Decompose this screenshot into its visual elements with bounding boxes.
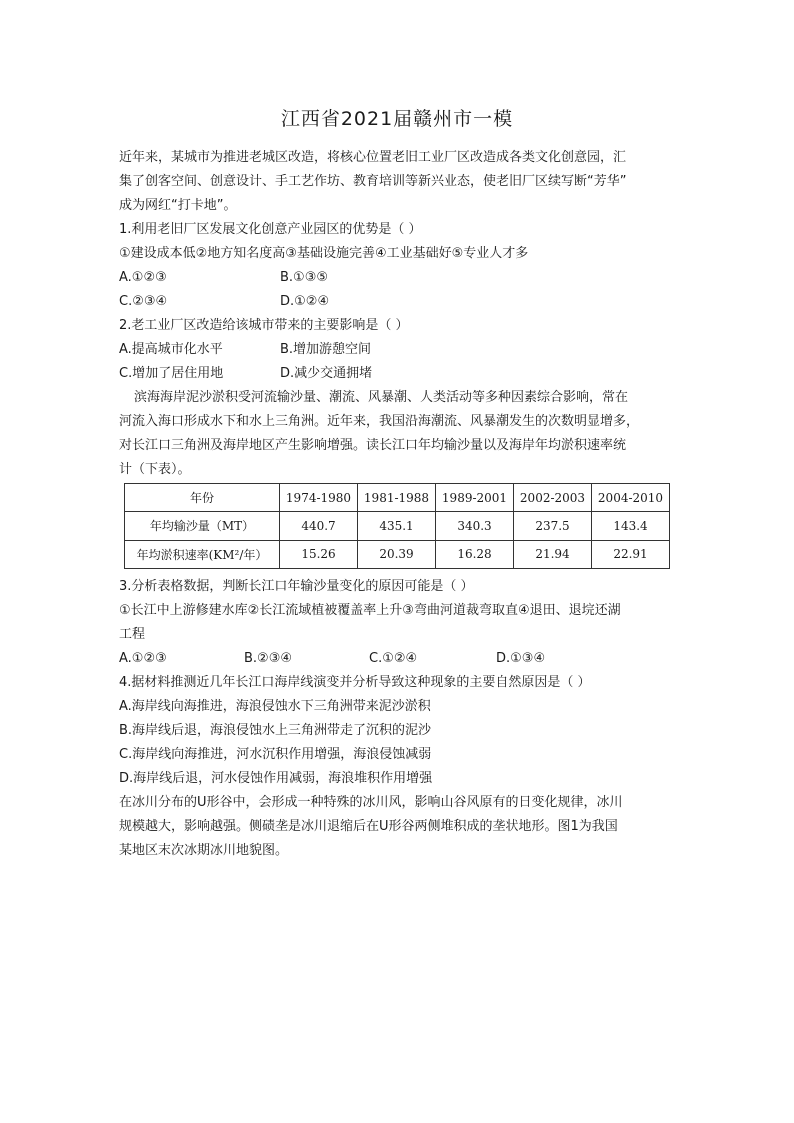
q3-option-b: B.②③④ bbox=[244, 651, 293, 666]
q1-option-a: A.①②③ bbox=[119, 270, 167, 285]
table-cell: 340.3 bbox=[436, 512, 514, 540]
q3-stem: 3.分析表格数据，判断长江口年输沙量变化的原因可能是（ ） bbox=[119, 579, 474, 594]
table-header-cell: 年份 bbox=[125, 484, 280, 512]
q1-stem: 1.利用老旧厂区发展文化创意产业园区的优势是（ ） bbox=[119, 222, 422, 237]
q2-stem: 2.老工业厂区改造给该城市带来的主要影响是（ ） bbox=[119, 318, 409, 333]
table-header-cell: 1974-1980 bbox=[280, 484, 358, 512]
passage1-line: 近年来，某城市为推进老城区改造，将核心位置老旧工业厂区改造成各类文化创意园，汇 bbox=[119, 150, 627, 165]
q1-option-d: D.①②④ bbox=[280, 294, 330, 309]
q2-option-d: D.减少交通拥堵 bbox=[280, 366, 373, 381]
q4-option-b: B.海岸线后退，海浪侵蚀水上三角洲带走了沉积的泥沙 bbox=[119, 723, 432, 738]
q1-option-c: C.②③④ bbox=[119, 294, 168, 309]
passage3-line: 在冰川分布的U形谷中，会形成一种特殊的冰川风，影响山谷风原有的日变化规律，冰川 bbox=[119, 795, 623, 810]
table-row bbox=[125, 512, 670, 540]
q4-option-d: D.海岸线后退，河水侵蚀作用减弱，海浪堆积作用增强 bbox=[119, 771, 433, 786]
passage1-line: 集了创客空间、创意设计、手工艺作坊、教育培训等新兴业态，使老旧厂区续写断“芳华” bbox=[119, 174, 627, 189]
passage3-line: 规模越大，影响越强。侧碛垄是冰川退缩后在U形谷两侧堆积成的垄状地形。图1为我国 bbox=[119, 819, 618, 834]
q3-option-c: C.①②④ bbox=[369, 651, 418, 666]
table-header-cell: 1989-2001 bbox=[436, 484, 514, 512]
table-cell: 22.91 bbox=[592, 540, 670, 568]
passage3-line: 某地区末次冰期冰川地貌图。 bbox=[119, 843, 289, 858]
table-row bbox=[125, 540, 670, 568]
table-cell: 440.7 bbox=[280, 512, 358, 540]
passage2-line: 对长江口三角洲及海岸地区产生影响增强。读长江口年均输沙量以及海岸年均淤积速率统 bbox=[119, 438, 627, 453]
q3-choices: ①长江中上游修建水库②长江流域植被覆盖率上升③弯曲河道裁弯取直④退田、退垸还湖 bbox=[119, 603, 621, 618]
q4-option-a: A.海岸线向海推进，海浪侵蚀水下三角洲带来泥沙淤积 bbox=[119, 699, 431, 714]
table-row-label: 年均淤积速率(KM²/年） bbox=[125, 540, 280, 568]
q2-option-b: B.增加游憩空间 bbox=[280, 342, 372, 357]
q2-option-c: C.增加了居住用地 bbox=[119, 366, 224, 381]
passage2-line: 滨海海岸泥沙淤积受河流输沙量、潮流、风暴潮、人类活动等多种因素综合影响，常在 bbox=[134, 390, 629, 405]
q4-option-c: C.海岸线向海推进，河水沉积作用增强，海浪侵蚀减弱 bbox=[119, 747, 432, 762]
table-row-label: 年均输沙量（MT） bbox=[125, 512, 280, 540]
q1-option-b: B.①③⑤ bbox=[280, 270, 329, 285]
table-cell: 21.94 bbox=[514, 540, 592, 568]
q4-stem: 4.据材料推测近几年长江口海岸线演变并分析导致这种现象的主要自然原因是（ ） bbox=[119, 675, 591, 690]
q2-option-a: A.提高城市化水平 bbox=[119, 342, 223, 357]
table-cell: 237.5 bbox=[514, 512, 592, 540]
table-header-cell: 1981-1988 bbox=[358, 484, 436, 512]
q1-choices: ①建设成本低②地方知名度高③基础设施完善④工业基础好⑤专业人才多 bbox=[119, 246, 529, 261]
table-cell: 20.39 bbox=[358, 540, 436, 568]
q3-choices-continued: 工程 bbox=[119, 627, 146, 642]
table-cell: 15.26 bbox=[280, 540, 358, 568]
table-header-cell: 2004-2010 bbox=[592, 484, 670, 512]
sediment-table bbox=[124, 483, 670, 569]
table-cell: 16.28 bbox=[436, 540, 514, 568]
passage1-line: 成为网红“打卡地”。 bbox=[119, 198, 237, 213]
table-cell: 143.4 bbox=[592, 512, 670, 540]
q3-option-d: D.①③④ bbox=[496, 651, 546, 666]
q3-option-a: A.①②③ bbox=[119, 651, 167, 666]
table-header-row bbox=[125, 484, 670, 512]
passage2-line: 计（下表）。 bbox=[119, 462, 191, 477]
page-title: 江西省2021届赣州市一模 bbox=[280, 108, 514, 130]
table-cell: 435.1 bbox=[358, 512, 436, 540]
passage2-line: 河流入海口形成水下和水上三角洲。近年来，我国沿海潮流、风暴潮发生的次数明显增多， bbox=[119, 414, 640, 429]
table-header-cell: 2002-2003 bbox=[514, 484, 592, 512]
